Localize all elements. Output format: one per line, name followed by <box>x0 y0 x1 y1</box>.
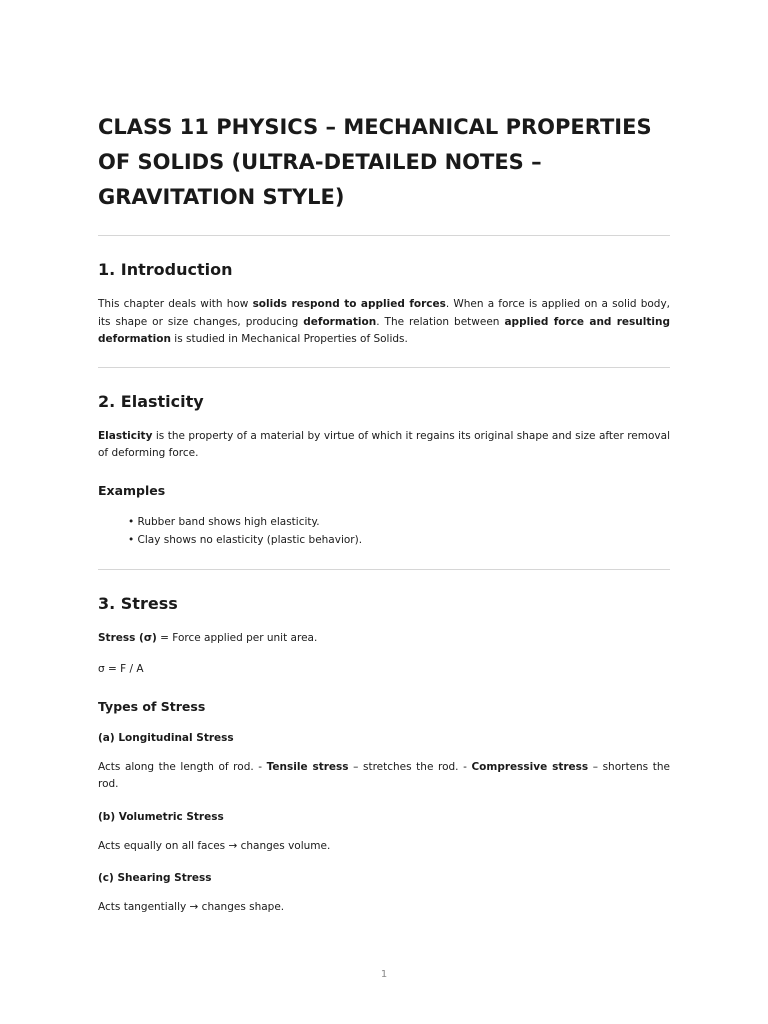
section-stress <box>98 594 670 917</box>
section-heading-introduction: 1. Introduction <box>98 260 233 279</box>
examples-list <box>98 513 670 549</box>
stress-formula: σ = F / A <box>98 663 144 675</box>
list-item: • Rubber band shows high elasticity. <box>128 515 320 528</box>
bold-text: Elasticity <box>98 429 153 442</box>
bold-text: Compressive stress <box>471 760 589 773</box>
page-title: CLASS 11 PHYSICS – MECHANICAL PROPERTIES OF SOLIDS (ULTRA-DETAILED NOTES – GRAVITATION STYLE) <box>98 115 652 209</box>
text-run: is studied in Mechanical Properties of Solids. <box>170 333 408 345</box>
elasticity-paragraph <box>98 428 670 463</box>
text-run: = Force applied per unit area. <box>156 631 318 644</box>
divider <box>98 235 670 236</box>
text-run: is the property of a material by virtue of which it regains its original shape and size after removal of deforming force. <box>98 429 670 459</box>
subheading-longitudinal-stress: (a) Longitudinal Stress <box>98 731 234 744</box>
subheading-volumetric-stress: (b) Volumetric Stress <box>98 810 224 823</box>
text-run: . The relation between <box>376 315 505 328</box>
section-heading-elasticity: 2. Elasticity <box>98 391 204 411</box>
divider <box>98 569 670 570</box>
bold-text: deformation <box>303 315 377 328</box>
text-run: This chapter deals with how <box>98 298 253 310</box>
shearing-paragraph: Acts tangentially → changes shape. <box>98 901 285 913</box>
divider <box>98 367 670 368</box>
introduction-paragraph <box>98 296 670 349</box>
volumetric-paragraph: Acts equally on all faces → changes volume. <box>98 839 331 852</box>
document-page <box>98 110 670 931</box>
section-heading-stress: 3. Stress <box>98 593 178 613</box>
text-run: – shortens the rod. <box>98 760 670 790</box>
longitudinal-paragraph <box>98 759 670 794</box>
subheading-shearing-stress: (c) Shearing Stress <box>98 872 212 884</box>
bold-text: applied force and resulting deformation <box>98 315 670 345</box>
list-item: • Clay shows no elasticity (plastic behavior). <box>128 533 363 546</box>
text-run: . When a force is applied on a solid body, its shape or size changes, producing <box>98 298 671 328</box>
text-run: Acts along the length of rod. - <box>98 760 267 773</box>
bold-text: Stress (σ) <box>98 631 157 644</box>
section-introduction <box>98 260 670 349</box>
subheading-types-of-stress: Types of Stress <box>98 698 206 714</box>
stress-definition <box>98 630 670 648</box>
bold-text: Tensile stress <box>266 760 349 773</box>
subheading-examples: Examples <box>98 482 166 498</box>
section-elasticity <box>98 392 670 549</box>
page-number: 1 <box>380 969 388 980</box>
text-run: – stretches the rod. - <box>348 760 472 773</box>
bold-text: solids respond to applied forces <box>252 298 446 310</box>
